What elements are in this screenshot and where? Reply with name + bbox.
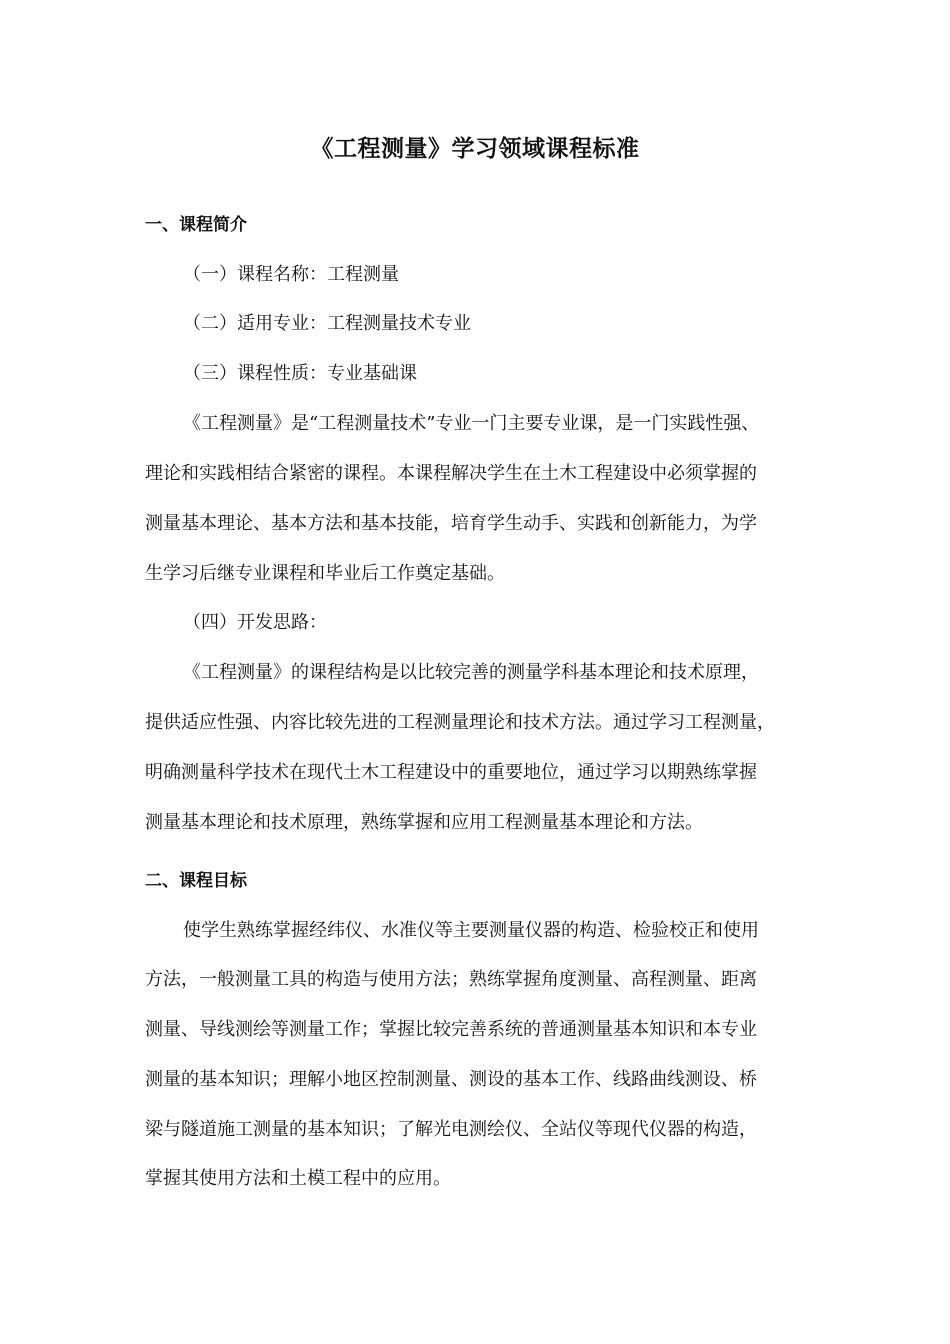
- paragraph-line: 提供适应性强、内容比较先进的工程测量理论和技术方法。通过学习工程测量，: [145, 712, 775, 733]
- paragraph-line: 测量基本理论和技术原理，熟练掌握和应用工程测量基本理论和方法。: [145, 812, 703, 833]
- section-heading-introduction: 一、课程简介: [145, 215, 247, 235]
- paragraph-line: 掌握其使用方法和土模工程中的应用。: [145, 1168, 451, 1189]
- paragraph-line: 《工程测量》的课程结构是以比较完善的测量学科基本理论和技术原理，: [183, 662, 759, 683]
- paragraph-line: 测量、导线测绘等测量工作；掌握比较完善系统的普通测量基本知识和本专业: [145, 1019, 757, 1040]
- paragraph-line: 方法，一般测量工具的构造与使用方法；熟练掌握角度测量、高程测量、距离: [145, 969, 757, 990]
- paragraph-line: 明确测量科学技术在现代土木工程建设中的重要地位，通过学习以期熟练掌握: [145, 762, 757, 783]
- section-heading-objectives: 二、课程目标: [145, 871, 247, 891]
- applicable-major-item: （二）适用专业：工程测量技术专业: [183, 313, 471, 334]
- development-idea-item: （四）开发思路：: [183, 612, 327, 633]
- paragraph-line: 测量的基本知识；理解小地区控制测量、测设的基本工作、线路曲线测设、桥: [145, 1069, 757, 1090]
- paragraph-line: 《工程测量》是“工程测量技术”专业一门主要专业课，是一门实践性强、: [183, 413, 760, 434]
- course-nature-item: （三）课程性质：专业基础课: [183, 363, 417, 384]
- document-title: 《工程测量》学习领域课程标准: [310, 136, 640, 162]
- paragraph-line: 理论和实践相结合紧密的课程。本课程解决学生在土木工程建设中必须掌握的: [145, 463, 757, 484]
- paragraph-line: 使学生熟练掌握经纬仪、水准仪等主要测量仪器的构造、检验校正和使用: [183, 920, 759, 941]
- paragraph-line: 生学习后继专业课程和毕业后工作奠定基础。: [145, 563, 505, 584]
- course-name-item: （一）课程名称：工程测量: [183, 264, 399, 285]
- paragraph-line: 测量基本理论、基本方法和基本技能，培育学生动手、实践和创新能力，为学: [145, 513, 757, 534]
- paragraph-line: 梁与隧道施工测量的基本知识；了解光电测绘仪、全站仪等现代仪器的构造，: [145, 1119, 757, 1140]
